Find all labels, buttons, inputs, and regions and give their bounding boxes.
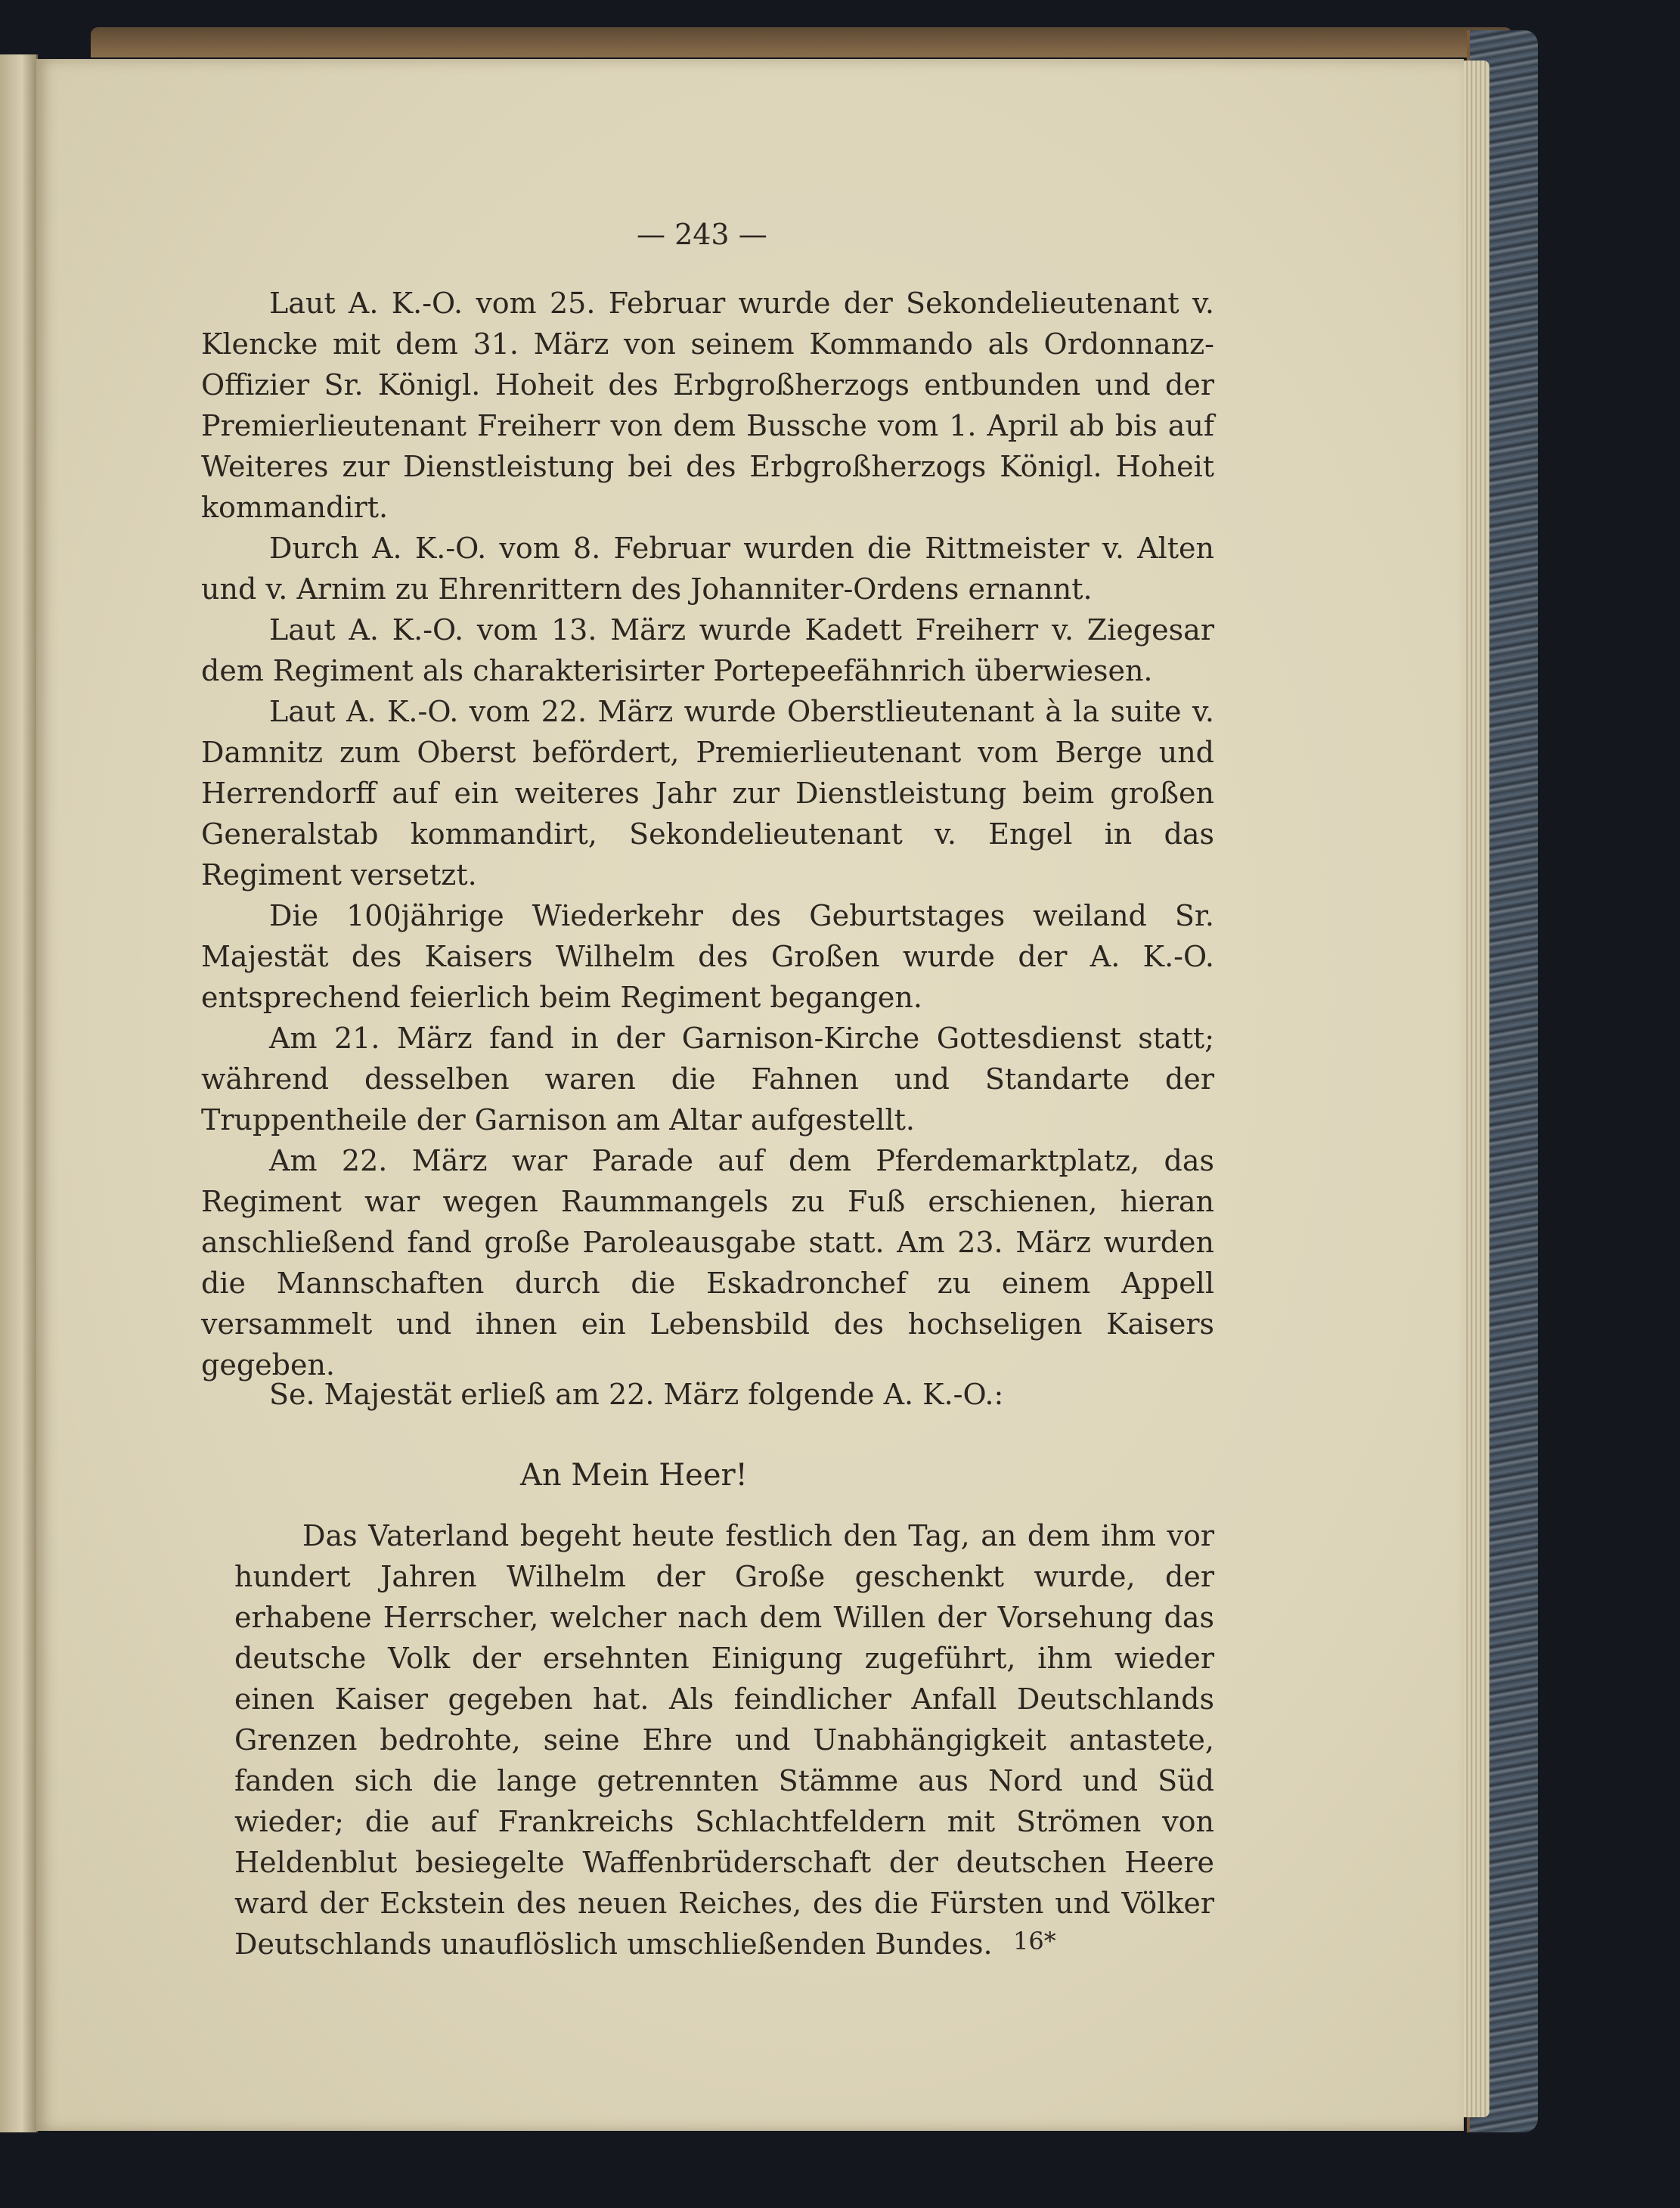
- paragraph-2: Durch A. K.-O. vom 8. Februar wurden die Rittmeister v. Alten und v. Arnim zu Ehrenrittern des Johanniter-Ordens ernannt.: [201, 532, 1214, 606]
- order-intro: Se. Majestät erließ am 22. März folgende A. K.-O.:: [269, 1378, 1004, 1411]
- paragraph-1: Laut A. K.-O. vom 25. Februar wurde der Sekondelieutenant v. Klencke mit dem 31. März von seinem Kommando als Ordonnanz-Offizier Sr. Königl. Hoheit des Erbgroßherzogs entbunden und der Premierlieutenant Freiherr von dem Bussche vom 1. April ab bis auf Weiteres zur Dienstleistung bei des Erbgroßherzogs Königl. Hoheit kommandirt.: [201, 287, 1214, 524]
- paragraph-7: Am 22. März war Parade auf dem Pferdemarktplatz, das Regiment war wegen Raummangels zu Fuß erschienen, hieran anschließend fand große Paroleausgabe statt. Am 23. März wurden die Mannschaften durch die Eskadronchef zu einem Appell versammelt und ihnen ein Lebensbild des hochseligen Kaisers gegeben.: [201, 1144, 1214, 1382]
- page-number: — 243 —: [637, 218, 767, 251]
- book-cover-top: [91, 27, 1512, 57]
- page-stack: [1459, 60, 1489, 2117]
- paragraph-5: Die 100jährige Wiederkehr des Geburtstages weiland Sr. Majestät des Kaisers Wilhelm des Großen wurde der A. K.-O. entsprechend feierlich beim Regiment begangen.: [201, 899, 1214, 1014]
- order-text: Das Vaterland begeht heute festlich den Tag, an dem ihm vor hundert Jahren Wilhelm der Große geschenkt wurde, der erhabene Herrscher, welcher nach dem Willen der Vorsehung das deutsche Volk der ersehnten Einigung zugeführt, ihm wieder einen Kaiser gegeben hat. Als feindlicher Anfall Deutschlands Grenzen bedrohte, seine Ehre und Unabhängigkeit antastete, fanden sich die lange getrennten Stämme aus Nord und Süd wieder; die auf Frankreichs Schlachtfeldern mit Strömen von Heldenblut besiegelte Waffenbrüderschaft der deutschen Heere ward der Eckstein des neuen Reiches, des die Fürsten und Völker Deutschlands unauflöslich umschließenden Bundes.: [234, 1519, 1214, 1961]
- facing-page-edge: [0, 54, 38, 2132]
- paragraph-3: Laut A. K.-O. vom 13. März wurde Kadett Freiherr v. Ziegesar dem Regiment als charakterisirter Portepeefähnrich überwiesen.: [201, 613, 1214, 687]
- order-heading: An Mein Heer!: [520, 1458, 748, 1493]
- signature-mark: 16*: [1013, 1927, 1056, 1955]
- book-page: [36, 59, 1464, 2131]
- paragraph-6: Am 21. März fand in der Garnison-Kirche Gottesdienst statt; während desselben waren die Fahnen und Standarte der Truppentheile der Garnison am Altar aufgestellt.: [201, 1022, 1214, 1137]
- paragraph-4: Laut A. K.-O. vom 22. März wurde Oberstlieutenant à la suite v. Damnitz zum Oberst befördert, Premierlieutenant vom Berge und Herrendorff auf ein weiteres Jahr zur Dienstleistung beim großen Generalstab kommandirt, Sekondelieutenant v. Engel in das Regiment versetzt.: [201, 695, 1214, 892]
